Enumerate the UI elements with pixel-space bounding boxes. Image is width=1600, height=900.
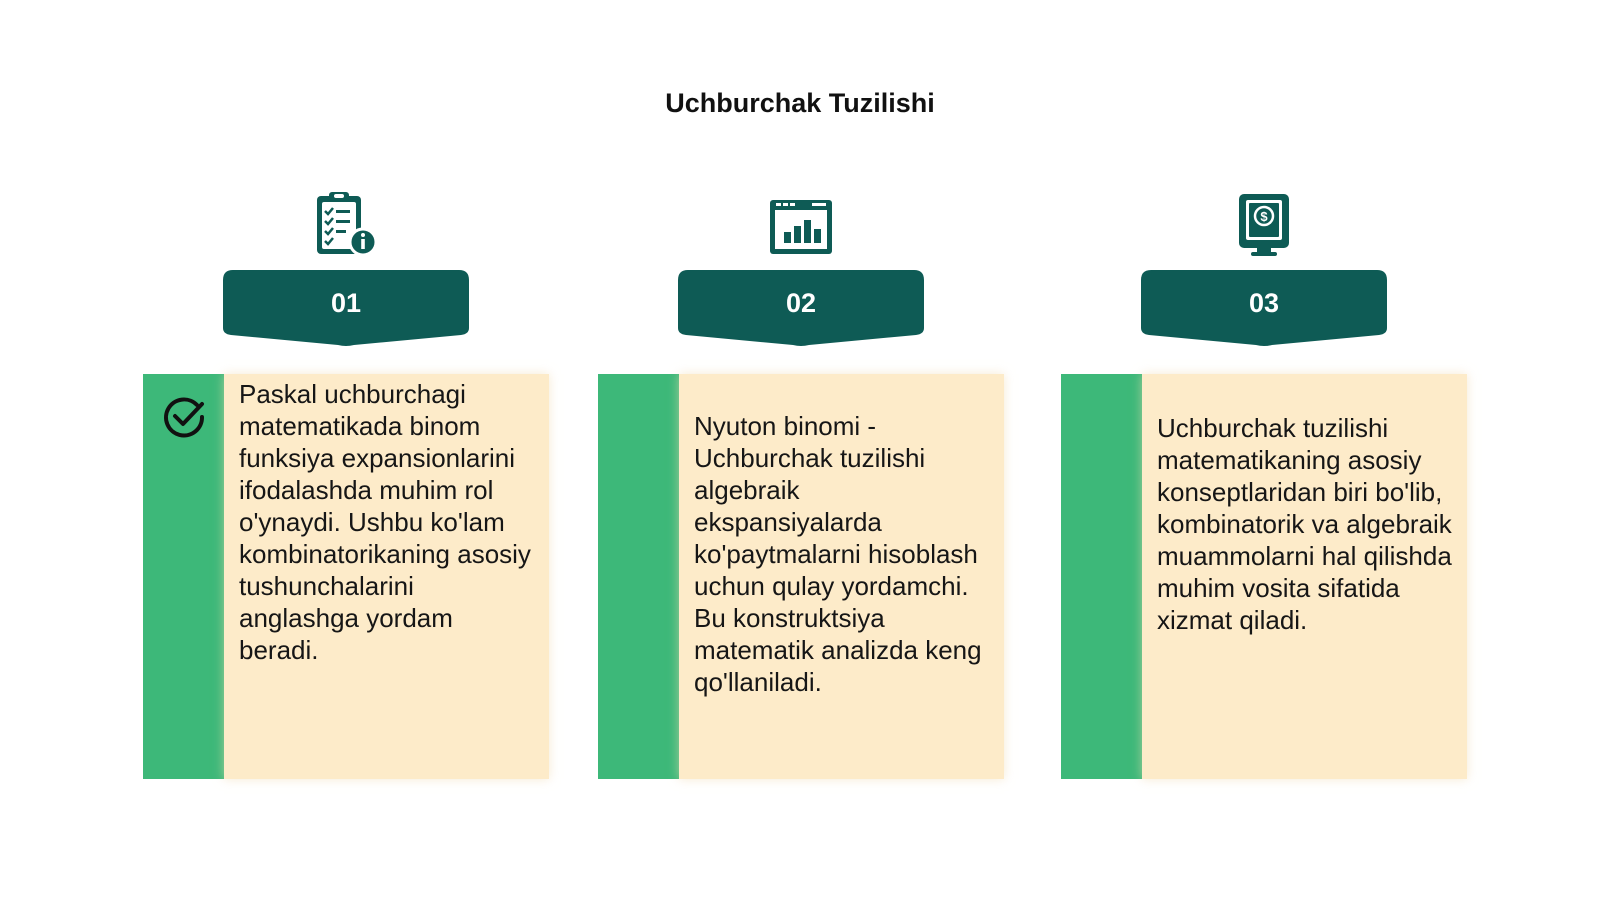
- step-number: 01: [330, 288, 362, 318]
- step-column-2: [598, 0, 1004, 900]
- step-card: [598, 374, 1004, 779]
- page-title: Uchburchak Tuzilishi: [665, 88, 935, 118]
- step-number-banner: [1141, 270, 1387, 347]
- check-circle-icon: [161, 394, 207, 440]
- step-column-3: [1061, 0, 1467, 900]
- step-card: [143, 374, 549, 779]
- monitor-dollar-icon: [1061, 190, 1467, 258]
- step-number-banner: [223, 270, 469, 347]
- step-number: 02: [785, 288, 817, 318]
- step-number: 03: [1248, 288, 1280, 318]
- step-description: Paskal uchburchagi matematikada binom funksiya expansionlarini ifodalashda muhim rol o'ynaydi. Ushbu ko'lam kombinatorikaning asosiy tushunchalarini anglashga yordam beradi.: [239, 379, 531, 665]
- step-description: Uchburchak tuzilishi matematikaning asosiy konseptlaridan biri bo'lib, kombinatorik va algebraik muammolarni hal qilishda muhim vosita sifatida xizmat qiladi.: [1157, 413, 1452, 635]
- step-card: [1061, 374, 1467, 779]
- step-column-1: [143, 0, 549, 900]
- card-accent-strip: [598, 374, 679, 779]
- svg-text:$: $: [1260, 209, 1268, 224]
- card-accent-strip: [1061, 374, 1142, 779]
- step-number-banner: [678, 270, 924, 347]
- browser-bar-chart-icon: [598, 190, 1004, 258]
- clipboard-checklist-info-icon: [143, 190, 549, 258]
- card-accent-strip: [143, 374, 224, 779]
- step-description: Nyuton binomi - Uchburchak tuzilishi algebraik ekspansiyalarda ko'paytmalarni hisoblash uchun qulay yordamchi. Bu konstruktsiya matematik analizda keng qo'llaniladi.: [694, 411, 982, 697]
